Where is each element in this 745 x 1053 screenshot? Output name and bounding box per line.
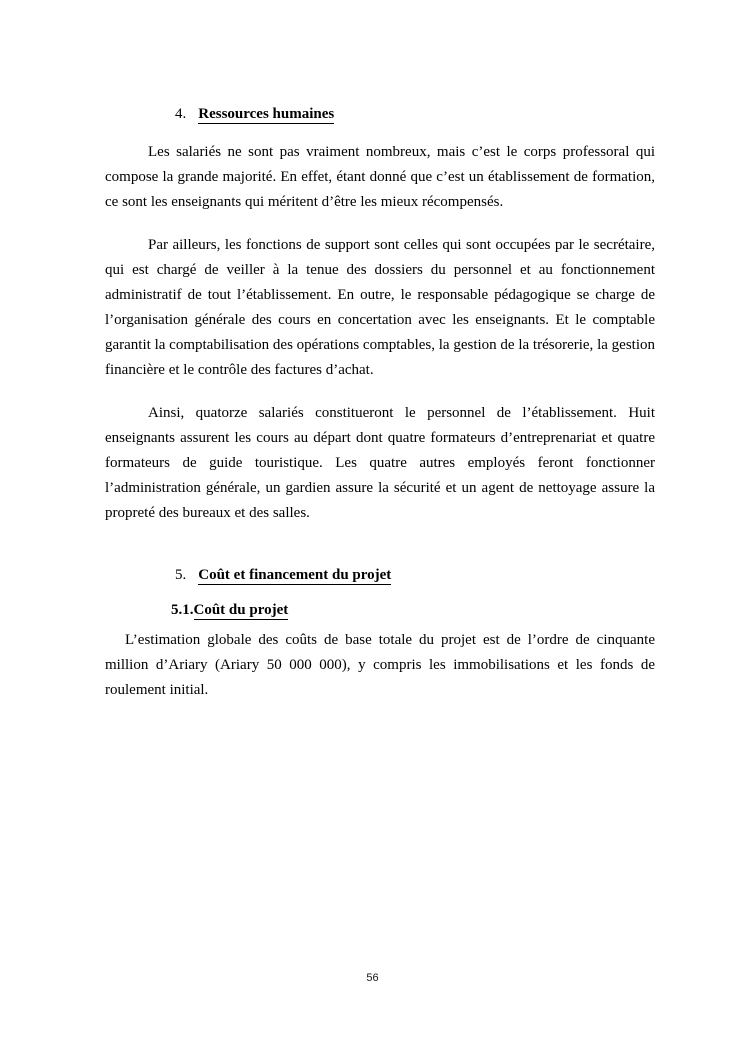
section-ressources-humaines bbox=[105, 104, 655, 526]
paragraph: L’estimation globale des coûts de base totale du projet est de l’ordre de cinquante million d’Ariary (Ariary 50 000 000), y compris les immobilisations et les fonds de roulement initial. bbox=[105, 632, 655, 698]
subheading-number: 5.1. bbox=[171, 602, 194, 618]
heading-number: 5. bbox=[175, 567, 187, 583]
subsection-heading bbox=[105, 600, 655, 620]
subheading-label: Coût du projet bbox=[193, 602, 289, 618]
section-heading bbox=[105, 565, 655, 585]
section-cout-financement bbox=[105, 565, 655, 703]
page-content bbox=[105, 104, 655, 721]
paragraph: Les salariés ne sont pas vraiment nombreux, mais c’est le corps professoral qui compose la grande majorité. En effet, étant donné que c’est un établissement de formation, ce sont les enseignants qui méritent d’être les mieux récompensés. bbox=[105, 144, 655, 210]
page-number: 56 bbox=[366, 972, 379, 984]
heading-number: 4. bbox=[175, 106, 187, 122]
heading-label: Coût et financement du projet bbox=[198, 567, 392, 583]
section-heading bbox=[105, 104, 655, 124]
paragraph: Ainsi, quatorze salariés constitueront le personnel de l’établissement. Huit enseignants assurent les cours au départ dont quatre formateurs d’entreprenariat et quatre formateurs de guide touristique. Les quatre autres employés feront fonctionner l’administration générale, un gardien assure la sécurité et un agent de nettoyage assure la propreté des bureaux et des salles. bbox=[105, 405, 655, 521]
heading-label: Ressources humaines bbox=[198, 106, 335, 122]
paragraph: Par ailleurs, les fonctions de support sont celles qui sont occupées par le secrétaire, qui est chargé de veiller à la tenue des dossiers du personnel et au fonctionnement administratif de tout l’établissement. En outre, le responsable pédagogique se charge de l’organisation générale des cours en concertation avec les enseignants. Et le comptable garantit la comptabilisation des opérations comptables, la gestion de la trésorerie, la gestion financière et le contrôle des factures d’achat. bbox=[105, 237, 655, 378]
